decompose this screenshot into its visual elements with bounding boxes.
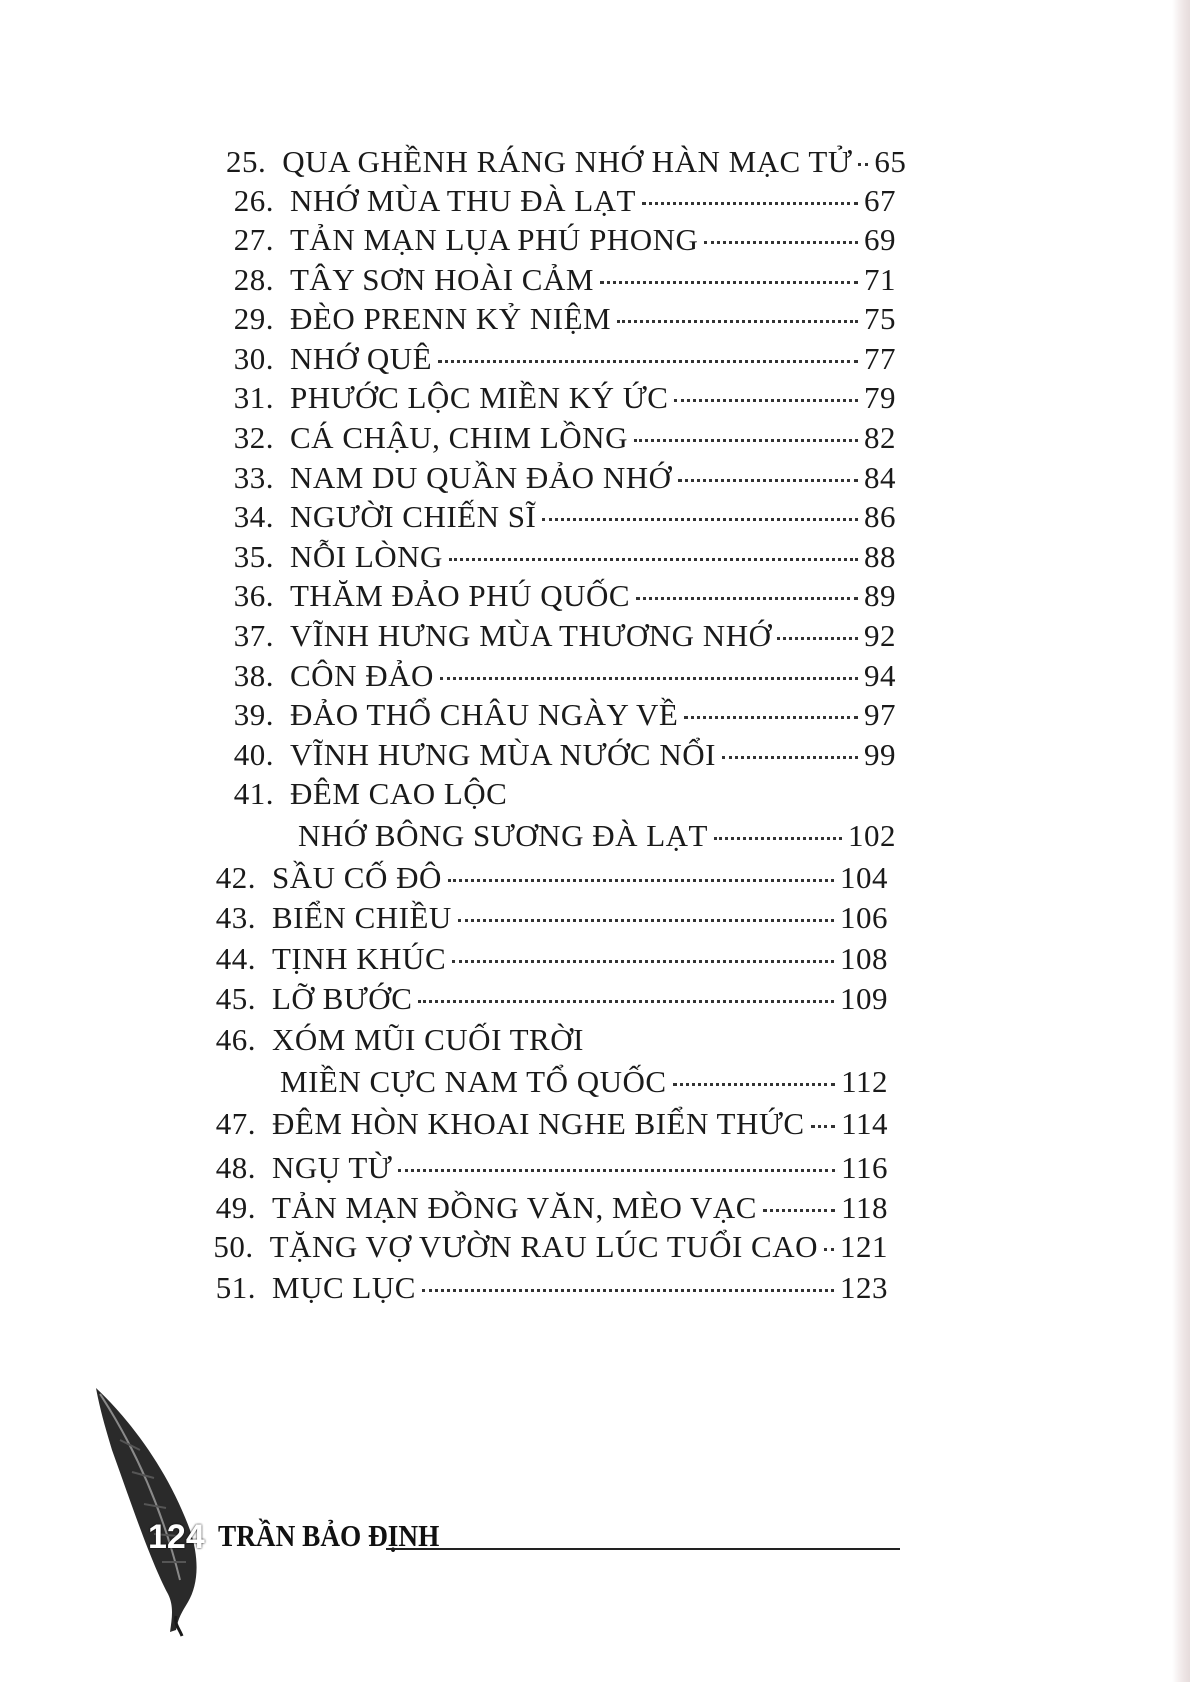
- page-number: 124: [148, 1518, 205, 1556]
- toc-entry: [208, 941, 888, 977]
- toc-entry-page: 86: [864, 499, 896, 534]
- dot-leader: [684, 716, 858, 719]
- toc-entry: [226, 262, 896, 298]
- toc-entry-number: 26.: [233, 183, 274, 218]
- toc-entry-title: NGỤ TỪ: [272, 1150, 393, 1185]
- quill-feather-icon: [90, 1380, 230, 1640]
- toc-entry: [208, 1190, 888, 1226]
- toc-entry-page: 77: [864, 341, 896, 376]
- toc-entry-number: 27.: [233, 222, 274, 257]
- toc-entry-page: 79: [864, 380, 896, 415]
- toc-entry-continuation: [226, 818, 896, 854]
- toc-entry-title: XÓM MŨI CUỐI TRỜI: [272, 1022, 584, 1057]
- toc-entry: [226, 380, 896, 416]
- toc-entry-page: 112: [841, 1064, 888, 1099]
- dot-leader: [673, 1083, 836, 1086]
- toc-entry-page: 89: [864, 578, 896, 613]
- dot-leader: [452, 960, 834, 963]
- author-name: TRẦN BẢO ĐỊNH: [218, 1518, 440, 1553]
- toc-entry-title: VĨNH HƯNG MÙA NƯỚC NỔI: [290, 737, 716, 772]
- toc-entry-page: 121: [840, 1229, 888, 1264]
- toc-entry-title: NỖI LÒNG: [290, 539, 443, 574]
- toc-entry-number: 48.: [215, 1150, 256, 1185]
- toc-entry: [226, 697, 896, 733]
- toc-entry-page: 92: [864, 618, 896, 653]
- toc-entry: [208, 1150, 888, 1186]
- dot-leader: [418, 1000, 834, 1003]
- dot-leader: [398, 1169, 835, 1172]
- toc-entry: [226, 460, 896, 496]
- page-edge-shadow: [1172, 0, 1190, 1682]
- toc-entry-title: CÔN ĐẢO: [290, 658, 434, 693]
- dot-leader: [422, 1289, 834, 1292]
- toc-entry-number: 43.: [215, 900, 256, 935]
- toc-entry-number: 35.: [233, 539, 274, 574]
- toc-entry-page: 97: [864, 697, 896, 732]
- toc-entry-title: MIỀN CỰC NAM TỔ QUỐC: [280, 1064, 667, 1099]
- toc-entry-number: 25.: [226, 144, 267, 179]
- toc-entry-page: 88: [864, 539, 896, 574]
- toc-entry-page: 123: [840, 1270, 888, 1305]
- toc-entry: [226, 658, 896, 694]
- toc-entry-page: 102: [848, 818, 896, 853]
- toc-entry-number: 32.: [233, 420, 274, 455]
- dot-leader: [449, 558, 858, 561]
- toc-entry: [226, 222, 896, 258]
- toc-entry-number: 47.: [215, 1106, 256, 1141]
- dot-leader: [777, 637, 858, 640]
- toc-entry: [208, 1022, 888, 1058]
- toc-entry-title: NGƯỜI CHIẾN SĨ: [290, 499, 537, 534]
- dot-leader: [448, 879, 834, 882]
- toc-entry: [226, 183, 896, 219]
- toc-entry-title: NAM DU QUẦN ĐẢO NHỚ: [290, 460, 672, 495]
- toc-entry-title: QUA GHỀNH RÁNG NHỚ HÀN MẠC TỬ: [282, 144, 853, 179]
- toc-entry-number: 36.: [233, 578, 274, 613]
- toc-entry: [226, 144, 907, 180]
- toc-entry-page: 109: [840, 981, 888, 1016]
- toc-entry-page: 75: [864, 301, 896, 336]
- toc-entry-title: ĐÊM CAO LỘC: [290, 776, 508, 811]
- toc-entry: [208, 1106, 888, 1142]
- toc-entry-page: 69: [864, 222, 896, 257]
- dot-leader: [704, 241, 858, 244]
- toc-entry-title: CÁ CHẬU, CHIM LỒNG: [290, 420, 628, 455]
- toc-entry-number: 33.: [233, 460, 274, 495]
- toc-entry-page: 65: [874, 144, 907, 179]
- dot-leader: [600, 281, 858, 284]
- toc-entry: [226, 737, 896, 773]
- dot-leader: [642, 202, 858, 205]
- toc-entry-title: ĐẢO THỔ CHÂU NGÀY VỀ: [290, 697, 679, 732]
- toc-entry-page: 118: [841, 1190, 888, 1225]
- toc-entry-page: 104: [840, 860, 888, 895]
- toc-entry-number: 31.: [233, 380, 274, 415]
- dot-leader: [438, 360, 858, 363]
- dot-leader: [617, 320, 858, 323]
- footer-rule: [386, 1548, 900, 1550]
- toc-entry-title: PHƯỚC LỘC MIỀN KÝ ỨC: [290, 380, 669, 415]
- toc-entry-continuation: [208, 1064, 888, 1100]
- toc-entry-title: THĂM ĐẢO PHÚ QUỐC: [290, 578, 631, 613]
- toc-entry-number: 37.: [233, 618, 274, 653]
- dot-leader: [440, 677, 858, 680]
- toc-entry-number: 42.: [215, 860, 256, 895]
- toc-entry-title: SẦU CỐ ĐÔ: [272, 860, 442, 895]
- dot-leader: [763, 1209, 835, 1212]
- toc-entry-number: 38.: [233, 658, 274, 693]
- toc-entry: [226, 341, 896, 377]
- toc-entry: [208, 900, 888, 936]
- toc-entry-number: 29.: [233, 301, 274, 336]
- toc-entry-page: 106: [840, 900, 888, 935]
- toc-entry-number: 28.: [233, 262, 274, 297]
- toc-entry-title: ĐÊM HÒN KHOAI NGHE BIỂN THỨC: [272, 1106, 805, 1141]
- toc-entry-number: 50.: [213, 1229, 254, 1264]
- toc-entry-title: NHỚ MÙA THU ĐÀ LẠT: [290, 183, 636, 218]
- toc-entry-number: 30.: [233, 341, 274, 376]
- toc-entry-number: 46.: [215, 1022, 256, 1057]
- toc-entry-title: TẶNG VỢ VƯỜN RAU LÚC TUỔI CAO: [269, 1229, 818, 1264]
- dot-leader: [678, 479, 859, 482]
- toc-entry-number: 39.: [233, 697, 274, 732]
- toc-entry-title: BIỂN CHIỀU: [272, 900, 452, 935]
- toc-entry-title: TỊNH KHÚC: [272, 941, 447, 976]
- toc-entry-page: 99: [864, 737, 896, 772]
- toc-entry: [226, 578, 896, 614]
- toc-entry-page: 114: [841, 1106, 888, 1141]
- toc-entry-title: ĐÈO PRENN KỶ NIỆM: [290, 301, 612, 336]
- toc-entry-title: TÂY SƠN HOÀI CẢM: [290, 262, 594, 297]
- toc-entry: [226, 618, 896, 654]
- toc-entry: [208, 1229, 888, 1265]
- toc-entry-number: 34.: [233, 499, 274, 534]
- dot-leader: [458, 919, 834, 922]
- dot-leader: [634, 439, 858, 442]
- dot-leader: [722, 756, 858, 759]
- toc-entry-number: 51.: [215, 1270, 256, 1305]
- toc-entry: [208, 860, 888, 896]
- dot-leader: [636, 597, 858, 600]
- toc-entry-page: 82: [864, 420, 896, 455]
- toc-entry-page: 67: [864, 183, 896, 218]
- toc-entry-title: VĨNH HƯNG MÙA THƯƠNG NHỚ: [290, 618, 772, 653]
- dot-leader: [542, 518, 858, 521]
- toc-entry-title: NHỚ QUÊ: [290, 341, 433, 376]
- toc-entry-title: NHỚ BÔNG SƯƠNG ĐÀ LẠT: [298, 818, 708, 853]
- toc-entry: [226, 776, 896, 812]
- toc-entry: [208, 1270, 888, 1306]
- toc-entry-title: LỠ BƯỚC: [272, 981, 413, 1016]
- toc-entry-page: 84: [864, 460, 896, 495]
- toc-entry: [226, 499, 896, 535]
- toc-entry: [208, 981, 888, 1017]
- dot-leader: [714, 837, 842, 840]
- dot-leader: [858, 163, 868, 166]
- toc-entry-number: 41.: [233, 776, 274, 811]
- toc-entry: [226, 420, 896, 456]
- toc-entry-page: 108: [840, 941, 888, 976]
- dot-leader: [824, 1248, 834, 1251]
- dot-leader: [811, 1125, 836, 1128]
- toc-entry-page: 71: [864, 262, 896, 297]
- toc-entry: [226, 301, 896, 337]
- toc-entry-number: 49.: [215, 1190, 256, 1225]
- toc-entry-title: TẢN MẠN LỤA PHÚ PHONG: [290, 222, 699, 257]
- toc-entry-number: 45.: [215, 981, 256, 1016]
- toc-entry-title: TẢN MẠN ĐỒNG VĂN, MÈO VẠC: [272, 1190, 757, 1225]
- toc-entry-title: MỤC LỤC: [272, 1270, 416, 1305]
- toc-entry-number: 40.: [233, 737, 274, 772]
- toc-entry: [226, 539, 896, 575]
- toc-entry-page: 94: [864, 658, 896, 693]
- toc-entry-number: 44.: [215, 941, 256, 976]
- dot-leader: [674, 399, 858, 402]
- toc-entry-page: 116: [841, 1150, 888, 1185]
